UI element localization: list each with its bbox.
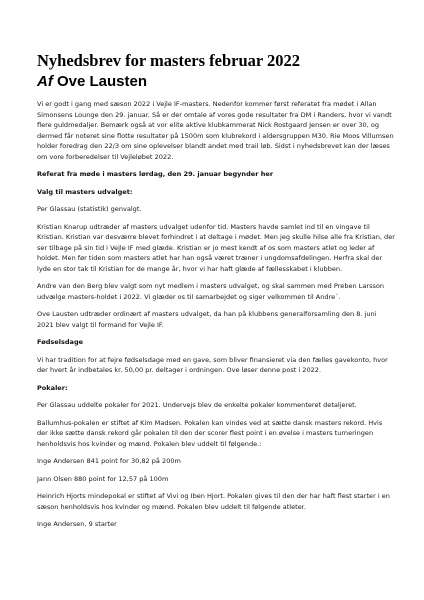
paragraph: Andre van den Berg blev valgt som nyt medlem i masters udvalget, og skal sammen med Preben Larsson udvælge masters-holdet i 2022. Vi glæder os til samarbejdet og siger velkommen til Andre´. (37, 282, 385, 301)
paragraph: Vi har tradition for at fejre fødselsdage med en gave, som bliver finansieret via den fælles gavekonto, hvor der hvert år indbetales kr. 50,00 pr. deltager i ordningen. Ove løser denne post i 2022. (37, 355, 388, 374)
paragraph: Heinrich Hjorts mindepokal er stiftet af Vivi og Iben Hjort. Pokalen gives til den der har haft flest starter i en sæson henholdsvis hos kvinder og mænd. Pokalen blev uddelt til følgende atleter. (37, 492, 390, 511)
paragraph: Kristian Knarup udtræder af masters udvalget udenfor tid. Masters havde samlet ind til en vingave til Kristian. Kristian var desværre blevet forhindret i at deltage i mødet. Men jeg skulle hilse alle fra Kristian, der ser tilbage på sin tid i Vejle IF med glæde. Kristian er jo mest kendt af os som masters atlet og leder af holdet. Men før tiden som masters atlet har han også været træner i ungdomsafdelingen. Herfra skal der lyde en stor tak til Kristian for de mange år, hvor vi har haft glæde af fællesskabet i klubben. (37, 222, 395, 273)
author-line (37, 73, 147, 91)
paragraph: Per Glassau (statistik) genvalgt. (37, 205, 142, 213)
intro-paragraph: Vi er godt i gang med sæson 2022 i Vejle IF-masters. Nedenfor kommer først referatet fra mødet i Allan Simonsens Lounge den 29. januar. Så er der omtale af vores gode resultater fra DM i Randers, hvor vi vandt flere guldmedaljer. Bemærk også at vor elite aktive klubkammerat Nick Rostgaard Jensen er over 30, og dermed får noteret sine flotte resultater på 1500m som klubrekord i aldersgruppen M30. Rie Moos Villumsen holder foredrag den 22/3 om sine oplevelser blandt andet med trail løb. Sidst i nyhedsbrevet kan der læses om vore forberedelser til Vejleløbet 2022. (37, 100, 394, 161)
minutes-heading: Referat fra møde i masters lørdag, den 29. januar begynder her (37, 170, 274, 178)
author-prefix: Af (37, 73, 53, 90)
trophies-heading: Pokaler: (37, 383, 68, 392)
result-line: Inge Andersen 841 point for 30,82 på 200m (37, 457, 181, 465)
committee-election-heading: Valg til masters udvalget: (37, 187, 133, 196)
paragraph: Ballumhus-pokalen er stiftet af Kim Madsen. Pokalen kan vindes ved at sætte dansk masters rekord. Hvis der ikke sætte dansk rekord går pokalen til den der scorer flest point i en øvelse i masters turneringen henholdsvis hos kvinder og mænd. Pokalen blev uddelt til følgende.: (37, 418, 383, 448)
paragraph: Per Glassau uddelte pokaler for 2021. Undervejs blev de enkelte pokaler kommenteret detaljeret. (37, 401, 357, 409)
article-body (37, 99, 395, 537)
paragraph: Ove Lausten udtræder ordinært af masters udvalget, da han på klubbens generalforsamling den 8. juni 2021 blev valgt til formand for Vejle IF. (37, 310, 377, 329)
page-title: Nyhedsbrev for masters februar 2022 (37, 51, 301, 70)
author-name: Ove Lausten (57, 73, 148, 90)
birthdays-heading: Fødselsdage (37, 338, 84, 346)
result-line: Inge Andersen, 9 starter (37, 520, 117, 528)
result-line: Jann Olsen 880 point for 12,57 på 100m (37, 474, 169, 483)
